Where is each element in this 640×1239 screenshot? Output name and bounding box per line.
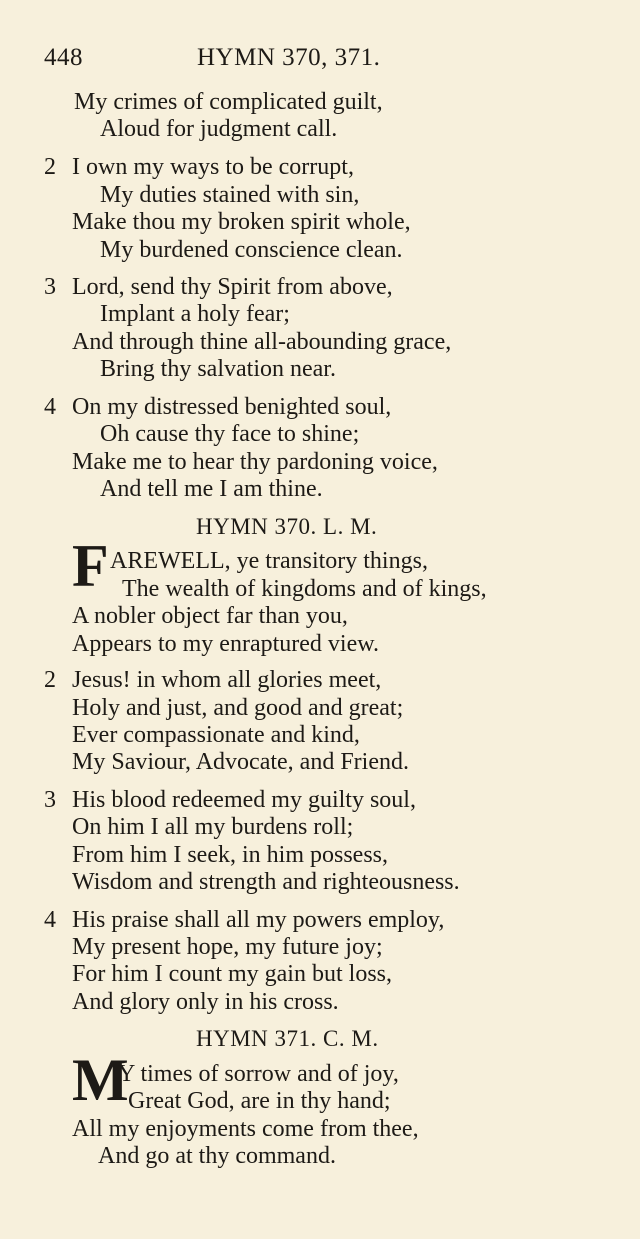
verse-line: Jesus! in whom all glories meet, — [72, 667, 382, 693]
verse-line: All my enjoyments come from thee, — [72, 1116, 419, 1142]
verse-line: The wealth of kingdoms and of kings, — [122, 576, 487, 602]
verse-line: Aloud for judgment call. — [100, 116, 338, 142]
verse-line: On my distressed benighted soul, — [72, 394, 392, 420]
stanza-number: 4 — [44, 394, 56, 420]
verse-line: My burdened conscience clean. — [100, 237, 403, 263]
hymn-371-title: HYMN 371. C. M. — [196, 1026, 379, 1051]
verse-line: Wisdom and strength and righteousness. — [72, 869, 460, 895]
hymn-370-dropcap: F — [72, 533, 109, 599]
verse-line: A nobler object far than you, — [72, 603, 348, 629]
verse-line: On him I all my burdens roll; — [72, 814, 354, 840]
stanza-number: 2 — [44, 667, 56, 693]
verse-line: Oh cause thy face to shine; — [100, 421, 360, 447]
verse-line: My crimes of complicated guilt, — [74, 89, 383, 115]
page-number: 448 — [44, 44, 83, 71]
verse-line: His praise shall all my powers employ, — [72, 907, 445, 933]
hymn-370-title: HYMN 370. L. M. — [196, 514, 378, 539]
verse-line: My present hope, my future joy; — [72, 934, 383, 960]
verse-line: His blood redeemed my guilty soul, — [72, 787, 416, 813]
verse-line: Great God, are in thy hand; — [128, 1088, 391, 1114]
page-header — [44, 44, 624, 80]
stanza-number: 3 — [44, 274, 56, 300]
verse-line: And glory only in his cross. — [72, 989, 339, 1015]
verse-line: My duties stained with sin, — [100, 182, 360, 208]
verse-line: Make me to hear thy pardoning voice, — [72, 449, 438, 475]
verse-line: I own my ways to be corrupt, — [72, 154, 354, 180]
verse-line: Lord, send thy Spirit from above, — [72, 274, 393, 300]
verse-line: My Saviour, Advocate, and Friend. — [72, 749, 409, 775]
verse-line: Bring thy salvation near. — [100, 356, 336, 382]
running-title: HYMN 370, 371. — [197, 44, 381, 71]
verse-line: AREWELL, ye transitory things, — [110, 548, 428, 574]
verse-line: Appears to my enraptured view. — [72, 631, 380, 657]
verse-line: Y times of sorrow and of joy, — [118, 1061, 399, 1087]
verse-line: Holy and just, and good and great; — [72, 695, 404, 721]
verse-line: Ever compassionate and kind, — [72, 722, 360, 748]
verse-line: Make thou my broken spirit whole, — [72, 209, 411, 235]
verse-line: And tell me I am thine. — [100, 476, 323, 502]
stanza-number: 3 — [44, 787, 56, 813]
stanza-number: 4 — [44, 907, 56, 933]
verse-line: And through thine all-abounding grace, — [72, 329, 452, 355]
verse-line: From him I seek, in him possess, — [72, 842, 388, 868]
stanza-number: 2 — [44, 154, 56, 180]
verse-line: For him I count my gain but loss, — [72, 961, 392, 987]
verse-line: And go at thy command. — [98, 1143, 336, 1169]
verse-line: Implant a holy fear; — [100, 301, 290, 327]
hymn-371-dropcap: M — [72, 1047, 129, 1113]
